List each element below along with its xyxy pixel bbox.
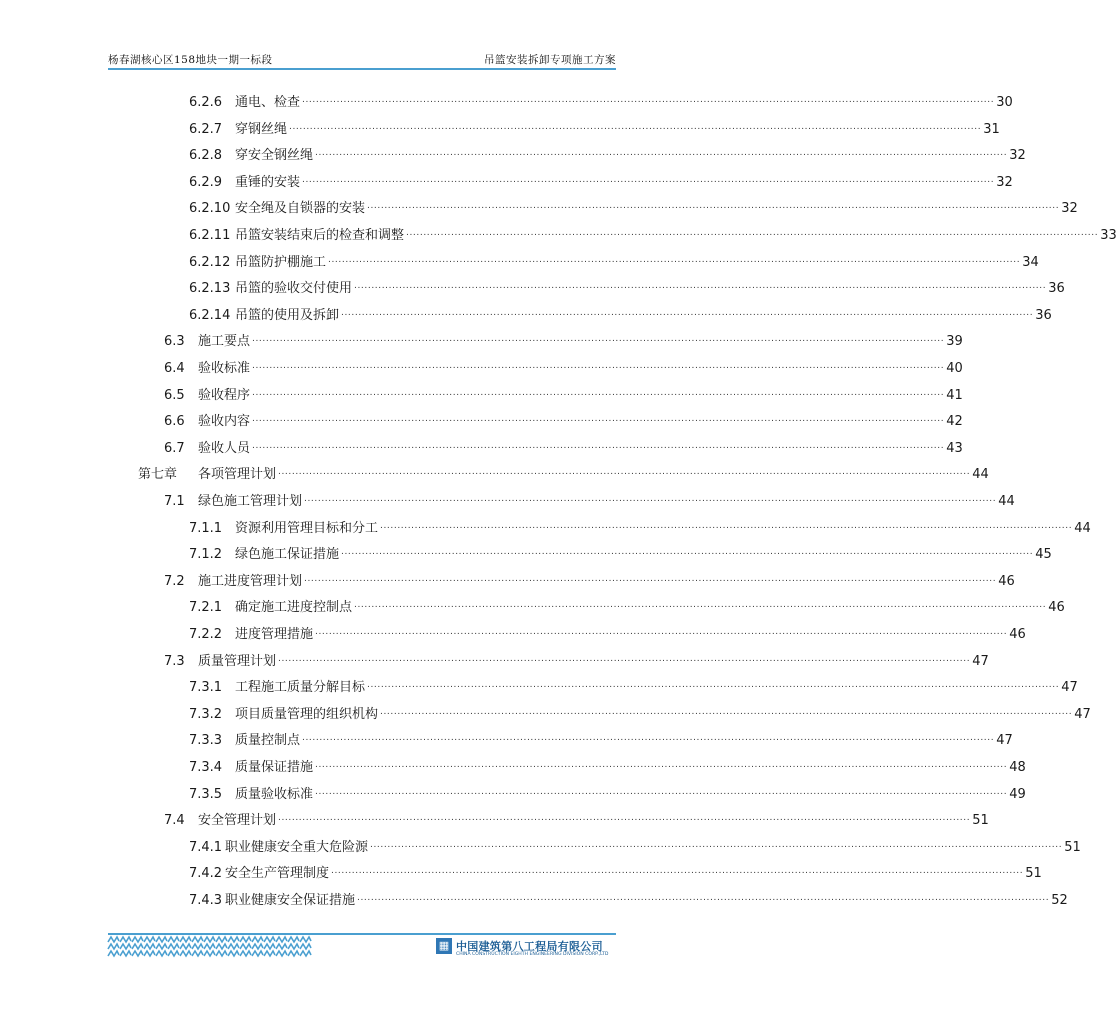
toc-leader-dots: ........................................................................................................................................................................................................ (278, 467, 971, 478)
toc-leader-dots: ........................................................................................................................................................................................................ (367, 201, 1060, 212)
wave-mark (132, 951, 143, 956)
wave-mark (120, 937, 131, 942)
toc-entry-number: 7.2.1 (189, 600, 223, 616)
toc-entry-number: 7.1.1 (189, 520, 223, 536)
toc-entry[interactable] (189, 92, 1013, 112)
toc-entry[interactable] (189, 730, 1013, 750)
wave-mark (144, 937, 155, 942)
wave-mark (108, 951, 119, 956)
footer-rule (108, 933, 616, 935)
toc-entry[interactable] (164, 571, 1015, 591)
toc-entry[interactable] (189, 757, 1026, 777)
wave-mark (120, 944, 131, 949)
toc-entry-number: 7.3.2 (189, 706, 223, 722)
toc-entry[interactable] (189, 863, 1042, 883)
wave-mark (168, 937, 179, 942)
toc-entry-page: 47 (1061, 680, 1078, 696)
toc-entry[interactable] (189, 225, 1117, 245)
toc-leader-dots: ........................................................................................................................................................................................................ (367, 680, 1060, 691)
toc-entry-title: 验收人员 (198, 440, 251, 456)
toc-leader-dots: ........................................................................................................................................................................................................ (354, 600, 1047, 611)
toc-entry-title: 绿色施工保证措施 (235, 547, 340, 563)
toc-entry-title: 施工要点 (198, 334, 251, 350)
toc-entry-title: 安全绳及自锁器的安装 (235, 201, 366, 217)
toc-entry-title: 资源利用管理目标和分工 (235, 520, 379, 536)
toc-leader-dots: ........................................................................................................................................................................................................ (354, 281, 1047, 292)
toc-entry-title: 质量验收标准 (235, 786, 314, 802)
toc-entry-number: 6.5 (164, 387, 185, 403)
toc-entry-page: 51 (972, 813, 989, 829)
toc-entry-page: 45 (1035, 547, 1052, 563)
toc-entry-page: 48 (1009, 760, 1026, 775)
toc-leader-dots: ........................................................................................................................................................................................................ (315, 627, 1008, 637)
toc-entry[interactable] (189, 544, 1052, 564)
toc-entry-number: 7.2 (164, 573, 185, 589)
toc-entry[interactable] (189, 198, 1078, 218)
wave-mark (156, 944, 167, 949)
toc-entry-number: 7.4.3 (189, 893, 223, 908)
toc-entry-title: 吊篮的使用及拆卸 (235, 307, 340, 323)
wave-mark (108, 937, 119, 942)
wave-mark (192, 944, 203, 949)
wave-mark (264, 951, 275, 956)
toc-leader-dots: ........................................................................................................................................................................................................ (278, 653, 971, 664)
wave-mark (216, 937, 227, 942)
toc-entry-title: 进度管理措施 (235, 627, 314, 642)
toc-entry-title: 吊篮安装结束后的检查和调整 (235, 228, 405, 243)
wave-mark (288, 951, 299, 956)
toc-leader-dots: ........................................................................................................................................................................................................ (304, 573, 997, 584)
wave-mark (276, 944, 287, 949)
toc-entry-title: 验收程序 (198, 387, 251, 403)
toc-entry[interactable] (189, 172, 1013, 192)
toc-entry-page: 32 (996, 174, 1013, 190)
toc-leader-dots: ........................................................................................................................................................................................................ (252, 334, 945, 345)
wave-mark (252, 944, 263, 949)
toc-entry-number: 7.4 (164, 813, 185, 829)
toc-entry-title: 安全管理计划 (198, 813, 277, 829)
toc-entry-number: 7.2.2 (189, 627, 223, 642)
wave-mark (144, 944, 155, 949)
toc-leader-dots: ........................................................................................................................................................................................................ (315, 148, 1008, 159)
toc-entry-number: 7.1 (164, 494, 185, 509)
toc-entry[interactable] (164, 385, 963, 405)
wave-mark (204, 944, 215, 949)
toc-entry-number: 6.2.14 (189, 307, 231, 323)
wave-mark (180, 944, 191, 949)
toc-leader-dots: ........................................................................................................................................................................................................ (302, 174, 995, 185)
toc-entry[interactable] (164, 491, 1015, 511)
toc-leader-dots: ........................................................................................................................................................................................................ (252, 387, 945, 398)
wave-mark (168, 944, 179, 949)
toc-entry-title: 施工进度管理计划 (198, 573, 303, 589)
toc-leader-dots: ........................................................................................................................................................................................................ (252, 414, 945, 425)
wave-mark (144, 951, 155, 956)
wave-mark (216, 951, 227, 956)
toc-entry-page: 52 (1051, 893, 1068, 908)
toc-entry-number: 6.2.6 (189, 95, 223, 110)
toc-leader-dots: ........................................................................................................................................................................................................ (304, 494, 997, 504)
toc-leader-dots: ........................................................................................................................................................................................................ (315, 786, 1008, 797)
wave-mark (264, 937, 275, 942)
toc-entry-page: 47 (1074, 706, 1091, 722)
toc-entry-page: 40 (946, 361, 963, 376)
toc-entry-number: 6.4 (164, 361, 185, 376)
toc-leader-dots: ........................................................................................................................................................................................................ (328, 254, 1021, 265)
toc-entry[interactable] (164, 331, 963, 351)
toc-entry-page: 51 (1064, 839, 1081, 855)
toc-entry[interactable] (164, 651, 989, 671)
wave-mark (240, 951, 251, 956)
toc-entry-page: 47 (996, 733, 1013, 749)
toc-entry[interactable] (189, 677, 1078, 697)
toc-entry-page: 49 (1009, 786, 1026, 802)
toc-leader-dots: ........................................................................................................................................................................................................ (278, 813, 971, 824)
toc-entry-page: 41 (946, 387, 963, 403)
toc-leader-dots: ........................................................................................................................................................................................................ (341, 307, 1034, 318)
toc-entry[interactable] (189, 119, 1000, 139)
toc-entry-page: 30 (996, 95, 1013, 110)
toc-entry-page: 34 (1022, 254, 1039, 270)
wave-mark (168, 951, 179, 956)
wave-mark (228, 944, 239, 949)
toc-entry[interactable] (138, 464, 989, 484)
toc-entry-page: 39 (946, 334, 963, 350)
toc-entry-number: 7.3.1 (189, 680, 223, 696)
toc-leader-dots: ........................................................................................................................................................................................................ (289, 121, 982, 132)
toc-entry-title: 穿钢丝绳 (235, 121, 288, 137)
toc-entry[interactable] (189, 597, 1065, 617)
toc-entry-number: 6.3 (164, 334, 185, 350)
wave-mark (120, 951, 131, 956)
toc-leader-dots: ........................................................................................................................................................................................................ (380, 520, 1073, 531)
wave-mark (156, 937, 167, 942)
toc-entry-number: 7.3.4 (189, 760, 223, 775)
toc-leader-dots: ........................................................................................................................................................................................................ (252, 440, 945, 451)
wave-mark (240, 937, 251, 942)
toc-entry-number: 第七章 (138, 467, 178, 483)
toc-entry[interactable] (164, 411, 963, 431)
toc-entry-page: 36 (1035, 307, 1052, 323)
wave-mark (276, 951, 287, 956)
toc-entry-page: 32 (1009, 148, 1026, 164)
wave-mark (192, 937, 203, 942)
toc-entry-number: 7.1.2 (189, 547, 223, 563)
wave-mark (216, 944, 227, 949)
wave-mark (180, 951, 191, 956)
toc-entry-title: 职业健康安全重大危险源 (225, 839, 369, 855)
toc-leader-dots: ........................................................................................................................................................................................................ (370, 839, 1063, 850)
wave-mark (204, 937, 215, 942)
toc-entry-number: 6.2.10 (189, 201, 231, 217)
toc-entry[interactable] (189, 305, 1052, 325)
toc-entry[interactable] (164, 810, 989, 830)
toc-entry-title: 质量保证措施 (235, 760, 314, 775)
toc-entry-number: 7.3 (164, 653, 185, 669)
wave-mark (240, 944, 251, 949)
toc-entry-page: 47 (972, 653, 989, 669)
toc-entry-page: 51 (1025, 866, 1042, 882)
footer-wave-pattern (108, 936, 312, 958)
toc-entry-number: 7.3.3 (189, 733, 223, 749)
wave-mark (132, 937, 143, 942)
company-logo (436, 938, 616, 960)
toc-entry-number: 7.4.1 (189, 839, 223, 855)
toc-leader-dots: ........................................................................................................................................................................................................ (406, 228, 1099, 238)
toc-entry-title: 质量管理计划 (198, 653, 277, 669)
toc-leader-dots: ........................................................................................................................................................................................................ (302, 95, 995, 105)
toc-entry-title: 验收标准 (198, 361, 251, 376)
toc-entry-page: 44 (972, 467, 989, 483)
toc-entry-title: 质量控制点 (235, 733, 301, 749)
toc-entry-title: 职业健康安全保证措施 (225, 893, 356, 908)
cscec-logo-icon: ▦ (436, 938, 452, 954)
toc-entry-title: 验收内容 (198, 414, 251, 430)
page-header (108, 52, 616, 70)
toc-entry-number: 6.2.7 (189, 121, 223, 137)
toc-entry-number: 7.3.5 (189, 786, 223, 802)
wave-mark (228, 951, 239, 956)
toc-entry-title: 安全生产管理制度 (225, 866, 330, 882)
toc-entry-page: 42 (946, 414, 963, 430)
toc-entry-page: 46 (1009, 627, 1026, 642)
toc-entry[interactable] (164, 438, 963, 458)
toc-entry-page: 36 (1048, 281, 1065, 297)
toc-entry-number: 6.2.12 (189, 254, 231, 270)
company-name-en: CHINA CONSTRUCTION EIGHTH ENGINEERING DIVISION CORP.,LTD (456, 952, 609, 957)
wave-mark (300, 951, 311, 956)
wave-mark (300, 944, 311, 949)
toc-entry-page: 33 (1100, 228, 1117, 243)
toc-entry-page: 44 (998, 494, 1015, 509)
toc-entry-number: 6.7 (164, 440, 185, 456)
toc-entry[interactable] (189, 518, 1091, 538)
company-name-cn: 中国建筑第八工程局有限公司 (456, 940, 603, 953)
toc-entry[interactable] (189, 784, 1026, 804)
wave-mark (132, 944, 143, 949)
wave-mark (108, 944, 119, 949)
wave-mark (264, 944, 275, 949)
wave-mark (288, 944, 299, 949)
toc-entry-page: 32 (1061, 201, 1078, 217)
toc-entry[interactable] (189, 278, 1065, 298)
wave-mark (288, 937, 299, 942)
toc-entry-page: 43 (946, 440, 963, 456)
toc-entry-title: 工程施工质量分解目标 (235, 680, 366, 696)
wave-mark (180, 937, 191, 942)
toc-entry-number: 6.2.11 (189, 228, 231, 243)
toc-entry[interactable] (164, 358, 963, 378)
toc-entry-number: 7.4.2 (189, 866, 223, 882)
toc-entry-page: 44 (1074, 520, 1091, 536)
toc-entry-title: 重锤的安装 (235, 174, 301, 190)
toc-entry-number: 6.2.9 (189, 174, 223, 190)
toc-leader-dots: ........................................................................................................................................................................................................ (302, 733, 995, 744)
toc-entry-title: 各项管理计划 (198, 467, 277, 483)
wave-mark (156, 951, 167, 956)
toc-entry-number: 6.2.8 (189, 148, 223, 164)
toc-entry-page: 46 (998, 573, 1015, 589)
wave-mark (276, 937, 287, 942)
toc-entry-number: 6.2.13 (189, 281, 231, 297)
toc-entry[interactable] (189, 145, 1026, 165)
toc-entry-title: 吊篮防护棚施工 (235, 254, 327, 270)
toc-entry-title: 吊篮的验收交付使用 (235, 281, 353, 297)
toc-entry-number: 6.6 (164, 414, 185, 430)
toc-leader-dots: ........................................................................................................................................................................................................ (252, 361, 945, 371)
toc-entry-page: 46 (1048, 600, 1065, 616)
project-name: 杨春湖核心区158地块一期一标段 (108, 54, 273, 66)
toc-leader-dots: ........................................................................................................................................................................................................ (315, 760, 1008, 770)
toc-entry-title: 项目质量管理的组织机构 (235, 706, 379, 722)
toc-entry[interactable] (189, 704, 1091, 724)
wave-mark (252, 937, 263, 942)
toc-leader-dots: ........................................................................................................................................................................................................ (357, 893, 1050, 903)
wave-mark (300, 937, 311, 942)
toc-entry-title: 通电、检查 (235, 95, 301, 110)
toc-entry-title: 确定施工进度控制点 (235, 600, 353, 616)
toc-entry[interactable] (189, 624, 1026, 644)
wave-mark (252, 951, 263, 956)
wave-mark (192, 951, 203, 956)
toc-leader-dots: ........................................................................................................................................................................................................ (331, 866, 1024, 877)
toc-leader-dots: ........................................................................................................................................................................................................ (341, 547, 1034, 558)
toc-leader-dots: ........................................................................................................................................................................................................ (380, 706, 1073, 717)
toc-entry-page: 31 (983, 121, 1000, 137)
toc-entry-title: 穿安全钢丝绳 (235, 148, 314, 164)
toc-entry[interactable] (189, 837, 1081, 857)
wave-mark (228, 937, 239, 942)
toc-entry[interactable] (189, 252, 1039, 272)
toc-entry[interactable] (189, 890, 1068, 910)
wave-mark (204, 951, 215, 956)
toc-entry-title: 绿色施工管理计划 (198, 494, 303, 509)
document-title: 吊篮安装拆卸专项施工方案 (484, 54, 616, 66)
